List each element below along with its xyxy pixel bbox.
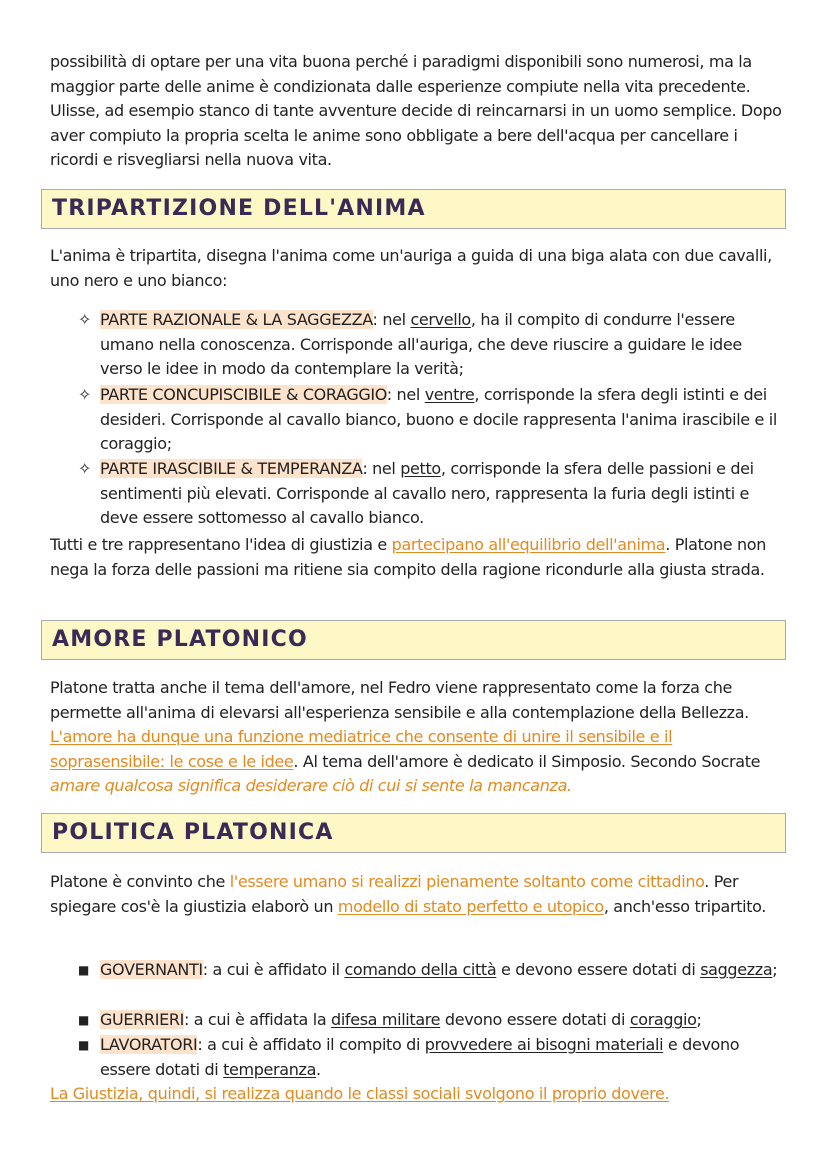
politica-paragraph bbox=[50, 870, 785, 919]
item-keyword: comando della città bbox=[344, 960, 497, 979]
sparkle-bullet-icon: ✧ bbox=[78, 459, 92, 478]
closing-text: . Platone non nega la forza delle passioni ma ritiene sia compito della ragione ricondurle alla giusta strada. bbox=[50, 535, 766, 579]
item-label: LAVORATORI bbox=[100, 1035, 198, 1054]
section-title: TRIPARTIZIONE DELL'ANIMA bbox=[52, 196, 426, 221]
list-item-razionale bbox=[78, 308, 788, 382]
amore-quote: amare qualcosa significa desiderare ciò di cui si sente la mancanza. bbox=[50, 776, 572, 796]
closing-text: Tutti e tre rappresentano l'idea di giustizia e bbox=[50, 535, 392, 554]
politica-closing bbox=[50, 1082, 785, 1107]
item-text: ; bbox=[772, 960, 778, 979]
item-text: . bbox=[316, 1059, 321, 1079]
politica-text: Platone è convinto che bbox=[50, 872, 230, 891]
tripartizione-intro-text: L'anima è tripartita, disegna l'anima come un'auriga a guida di una biga alata con due cavalli, uno nero e uno bianco: bbox=[50, 246, 772, 290]
item-text: : a cui è affidata la bbox=[183, 1010, 332, 1029]
amore-text: . Al tema dell'amore è dedicato il Simposio. Secondo Socrate bbox=[293, 751, 761, 771]
politica-closing-text: La Giustizia, quindi, si realizza quando le classi sociali svolgono il proprio dovere. bbox=[50, 1084, 670, 1103]
section-heading-tripartizione bbox=[41, 189, 786, 229]
politica-text: , anch'esso tripartito. bbox=[603, 896, 767, 916]
politica-link: modello di stato perfetto e utopico bbox=[337, 896, 604, 916]
item-text: : nel bbox=[386, 385, 425, 404]
section-title: POLITICA PLATONICA bbox=[52, 820, 334, 845]
item-keyword: temperanza bbox=[223, 1059, 317, 1079]
sparkle-bullet-icon: ✧ bbox=[78, 385, 92, 404]
square-bullet-icon: ■ bbox=[78, 1013, 89, 1027]
amore-text: Platone tratta anche il tema dell'amore, nel Fedro viene rappresentato come la forza che permette all'anima di elevarsi all'esperienza sensibile e alla contemplazione della Bellezza. bbox=[50, 678, 749, 722]
item-label: PARTE CONCUPISCIBILE & CORAGGIO bbox=[100, 385, 387, 404]
item-text: e devono essere dotati di bbox=[100, 1035, 740, 1079]
item-text: , ha il compito di condurre l'essere umano nella conoscenza. Corrisponde all'auriga, che deve riuscire a guidare le idee verso le idee in modo da contemplare la verità; bbox=[100, 310, 742, 379]
sparkle-bullet-icon: ✧ bbox=[78, 310, 92, 329]
item-text: : a cui è affidato il compito di bbox=[197, 1035, 425, 1054]
politica-text: . Per spiegare cos'è la giustizia elaborò un bbox=[50, 872, 739, 916]
item-label: PARTE IRASCIBILE & TEMPERANZA bbox=[100, 459, 363, 478]
politica-highlight: l'essere umano si realizzi pienamente soltanto come cittadino bbox=[229, 872, 705, 891]
list-item-irascibile bbox=[78, 457, 788, 531]
item-text: : a cui è affidato il bbox=[202, 960, 345, 979]
intro-text: possibilità di optare per una vita buona perché i paradigmi disponibili sono numerosi, ma la maggior parte delle anime è condizionata dalle esperienze compiute nella vita precedente. Ulisse, ad esempio stanco di tante avventure decide di reincarnarsi in un uomo semplice. Dopo aver compiuto la propria scelta le anime sono obbligate a bere dell'acqua per cancellare i ricordi e risvegliarsi nella nuova vita. bbox=[50, 52, 782, 170]
intro-paragraph bbox=[50, 50, 785, 173]
square-bullet-icon: ■ bbox=[78, 1038, 89, 1052]
item-keyword: petto bbox=[400, 459, 441, 478]
item-keyword: difesa militare bbox=[331, 1010, 441, 1029]
item-text: ; bbox=[696, 1010, 702, 1029]
tripartizione-intro bbox=[50, 244, 785, 293]
item-label: PARTE RAZIONALE & LA SAGGEZZA bbox=[100, 310, 373, 329]
list-item-lavoratori bbox=[78, 1033, 788, 1082]
amore-paragraph bbox=[50, 676, 785, 799]
amore-highlight: L'amore ha dunque una funzione mediatrice che consente di unire il sensibile e il soprasensibile: le cose e le idee bbox=[50, 727, 673, 771]
section-heading-amore bbox=[41, 620, 786, 660]
item-label: GOVERNANTI bbox=[100, 960, 203, 979]
item-keyword: provvedere ai bisogni materiali bbox=[424, 1035, 664, 1054]
list-item-governanti bbox=[78, 958, 788, 983]
item-text: : nel bbox=[372, 310, 411, 329]
list-item-concupiscibile bbox=[78, 383, 788, 457]
closing-highlight: partecipano all'equilibrio dell'anima bbox=[391, 535, 666, 554]
section-title: AMORE PLATONICO bbox=[52, 627, 308, 652]
square-bullet-icon: ■ bbox=[78, 963, 89, 977]
item-text: : nel bbox=[362, 459, 401, 478]
list-item-guerrieri bbox=[78, 1008, 788, 1033]
item-text: , corrisponde la sfera degli istinti e dei desideri. Corrisponde al cavallo bianco, buono e docile rappresenta l'anima irascibile e il coraggio; bbox=[100, 385, 777, 454]
section-heading-politica bbox=[41, 813, 786, 853]
item-keyword: cervello bbox=[410, 310, 471, 329]
item-text: e devono essere dotati di bbox=[496, 960, 701, 979]
item-text: devono essere dotati di bbox=[440, 1010, 630, 1029]
item-keyword: ventre bbox=[424, 385, 475, 404]
item-keyword: coraggio bbox=[629, 1010, 697, 1029]
tripartizione-closing bbox=[50, 533, 785, 582]
item-label: GUERRIERI bbox=[100, 1010, 184, 1029]
item-text: , corrisponde la sfera delle passioni e dei sentimenti più elevati. Corrisponde al cavallo nero, rappresenta la furia degli istinti e deve essere sottomesso al cavallo bianco. bbox=[100, 459, 754, 528]
item-keyword: saggezza bbox=[700, 960, 773, 979]
